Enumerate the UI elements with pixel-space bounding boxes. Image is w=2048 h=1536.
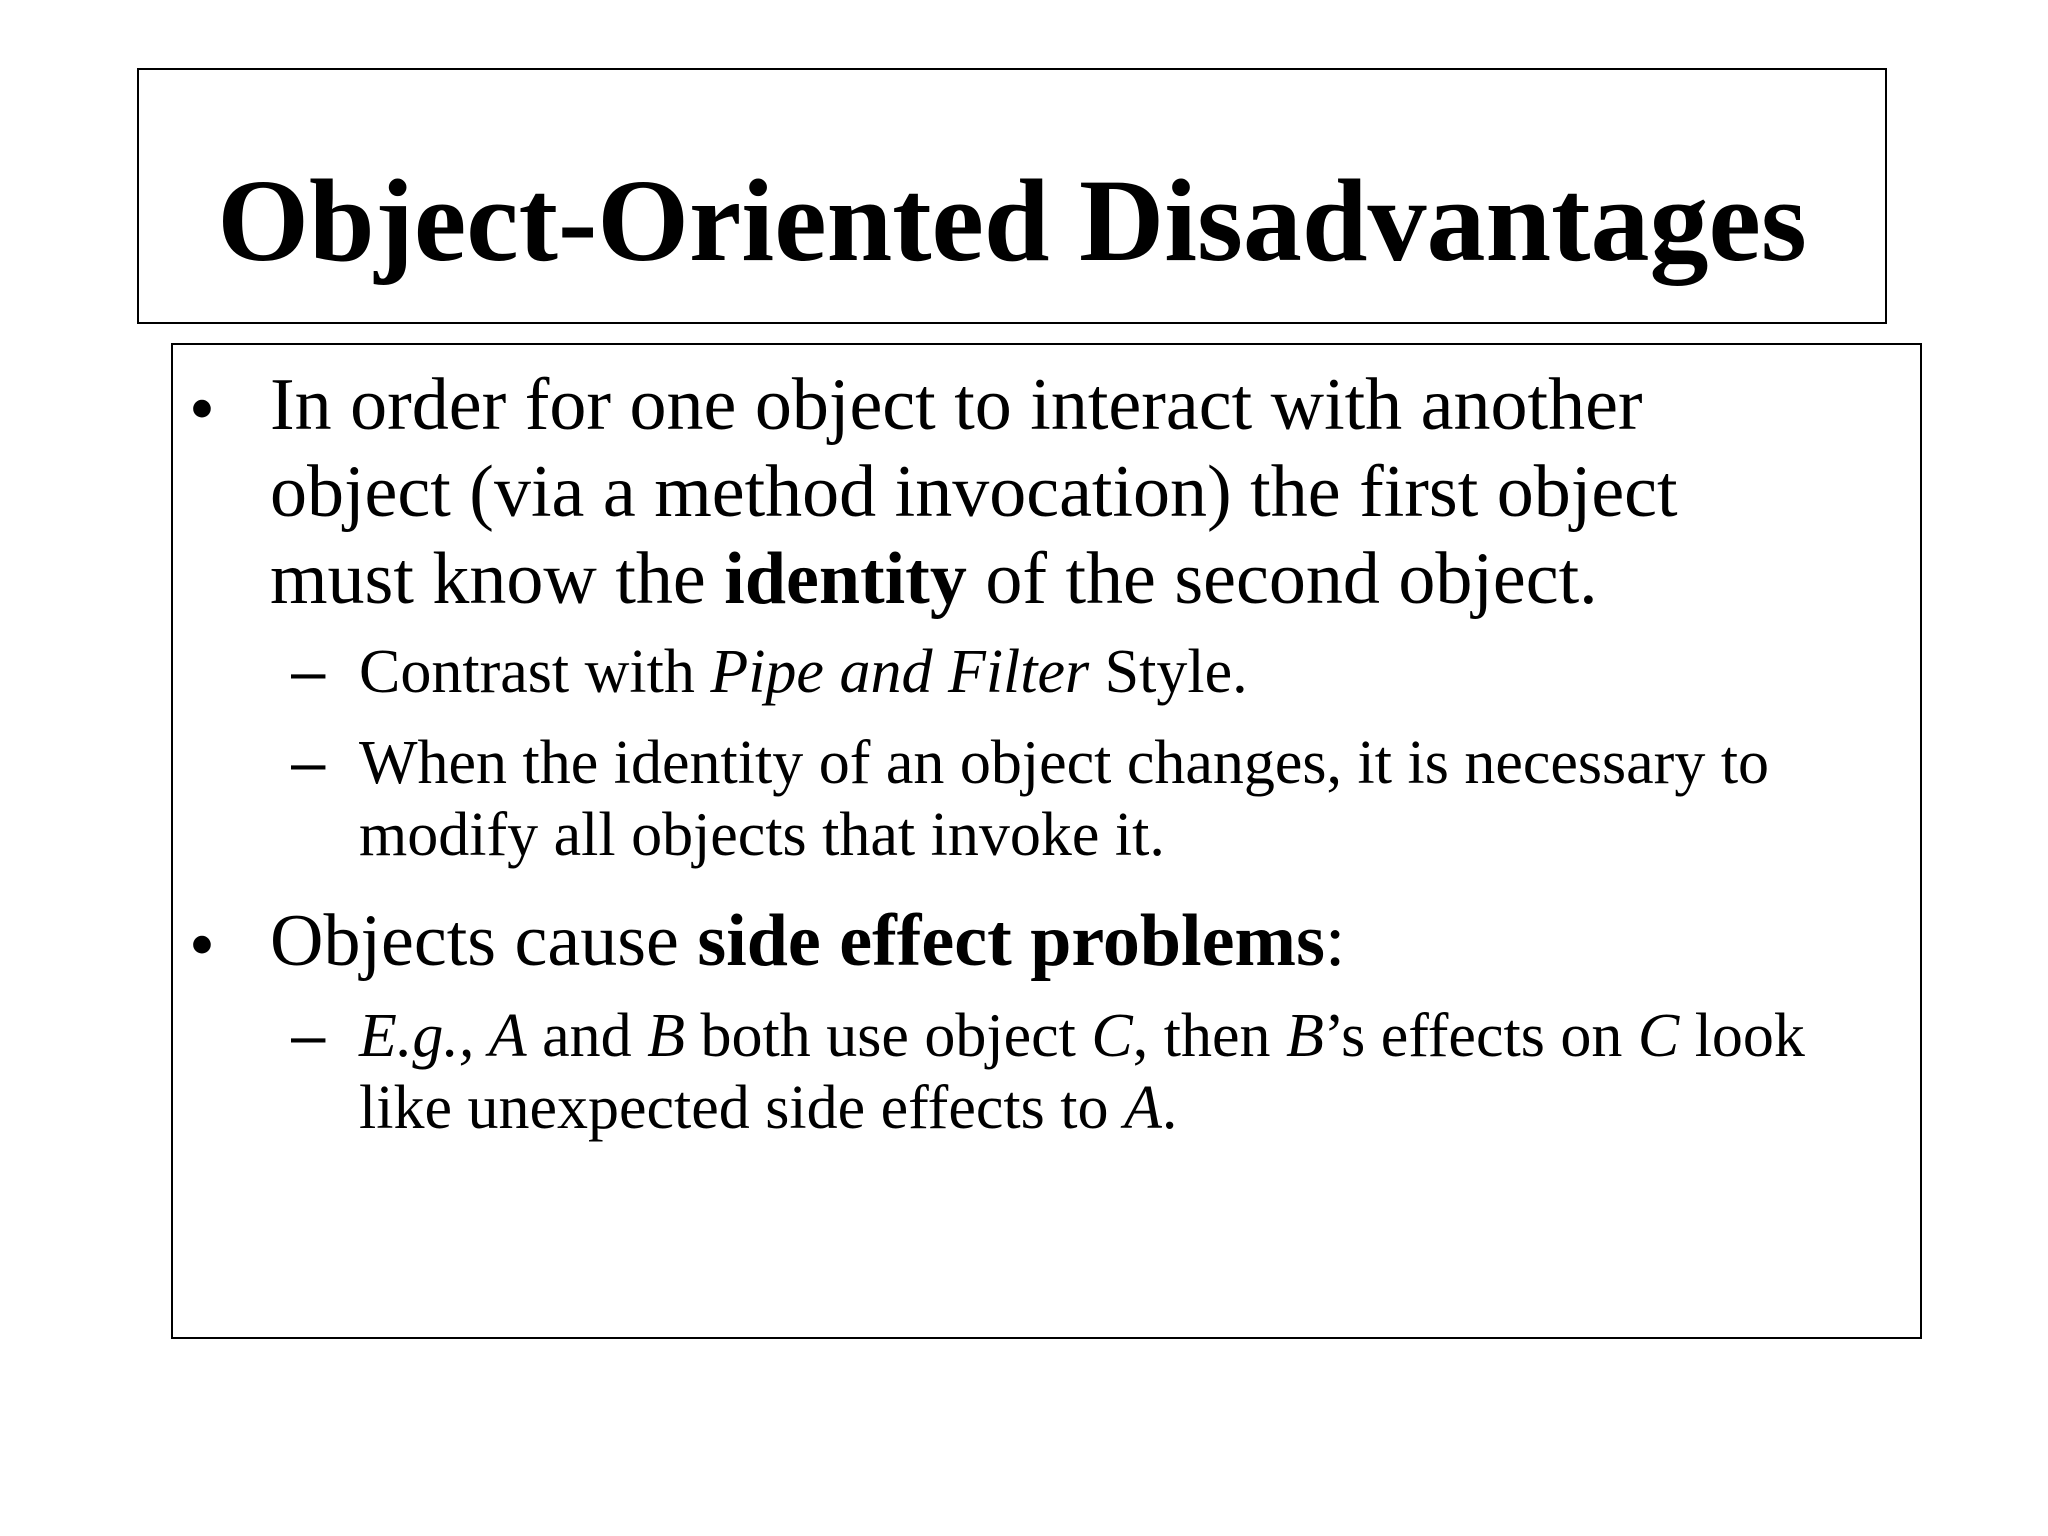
bullet-2-text-part2: : xyxy=(1324,900,1346,982)
sub-bullet-2-1-text xyxy=(359,1000,1889,1144)
bullet-marker: • xyxy=(189,904,215,986)
sub-2-1-t3: , then xyxy=(1132,1002,1287,1070)
sub-2-1-b: B xyxy=(647,1002,686,1070)
sub-2-1-t6: . xyxy=(1161,1074,1178,1142)
dash-marker: – xyxy=(291,1001,326,1070)
sub-2-1-b2: B xyxy=(1286,1002,1324,1070)
bullet-1-text xyxy=(270,362,1790,623)
sub-2-1-c: C xyxy=(1091,1002,1133,1070)
sub-1-1-part1: Contrast with xyxy=(359,638,711,706)
sub-2-1-t1: and xyxy=(526,1002,648,1070)
sub-2-1-a: A xyxy=(1123,1074,1162,1142)
sub-bullet-1-1-text xyxy=(359,636,1889,708)
title-box xyxy=(137,68,1887,324)
bullet-1-bold: identity xyxy=(724,538,967,620)
sub-2-1-c2: C xyxy=(1637,1002,1680,1070)
sub-bullet-1-2-text: When the identity of an object changes, it is necessary to modify all objects that invoke it. xyxy=(359,729,1770,869)
bullet-1-text-part2: of the second object. xyxy=(966,538,1598,620)
sub-2-1-eg: E.g., A xyxy=(359,1002,527,1070)
sub-2-1-t2: both use object xyxy=(685,1002,1092,1070)
bullet-2-bold: side effect problems xyxy=(697,900,1325,982)
sub-2-1-t5: look like unexpected side effects to xyxy=(359,1002,1805,1142)
sub-2-1-t4: ’s effects on xyxy=(1323,1002,1638,1070)
dash-marker: – xyxy=(291,728,326,797)
dash-marker: – xyxy=(291,637,326,706)
sub-1-1-italic: Pipe and Filter xyxy=(710,638,1090,706)
sub-1-1-part2: Style. xyxy=(1089,638,1248,706)
bullet-2-text xyxy=(270,898,1790,985)
slide-title: Object-Oriented Disadvantages xyxy=(217,155,1807,286)
bullet-2-text-part1: Objects cause xyxy=(270,900,698,982)
bullet-marker: • xyxy=(189,368,215,450)
bullet-1-text-part1: In order for one object to interact with another object (via a method invocation) the first object must know the xyxy=(270,364,1678,620)
